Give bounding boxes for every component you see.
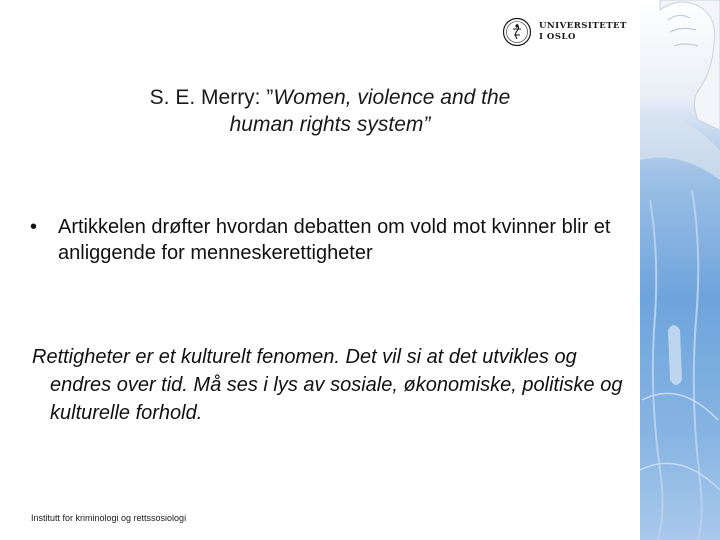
- logo-line-2: I OSLO: [539, 32, 576, 42]
- university-logo: [502, 14, 642, 50]
- bullet-item: [30, 214, 630, 266]
- statue-illustration: [640, 0, 720, 540]
- university-seal-icon: [502, 17, 532, 47]
- body-paragraph: Rettigheter er et kulturelt fenomen. Det vil si at det utvikles og endres over tid. Må ses i lys av sosiale, økonomiske, politiske og kulturelle forhold.: [32, 346, 623, 424]
- title-author: S. E. Merry: ”: [149, 86, 274, 109]
- slide-title: [120, 84, 540, 138]
- decorative-side-band: [640, 0, 720, 540]
- logo-line-1: UNIVERSITETET: [539, 21, 627, 31]
- bullet-text: Artikkelen drøfter hvordan debatten om vold mot kvinner blir et anliggende for menneskerettigheter: [58, 216, 611, 264]
- university-name: [539, 21, 627, 43]
- title-work: Women, violence and the human rights system”: [229, 86, 511, 136]
- footer-institute: Institutt for kriminologi og rettssosiologi: [31, 513, 187, 523]
- bullet-marker: •: [30, 216, 38, 238]
